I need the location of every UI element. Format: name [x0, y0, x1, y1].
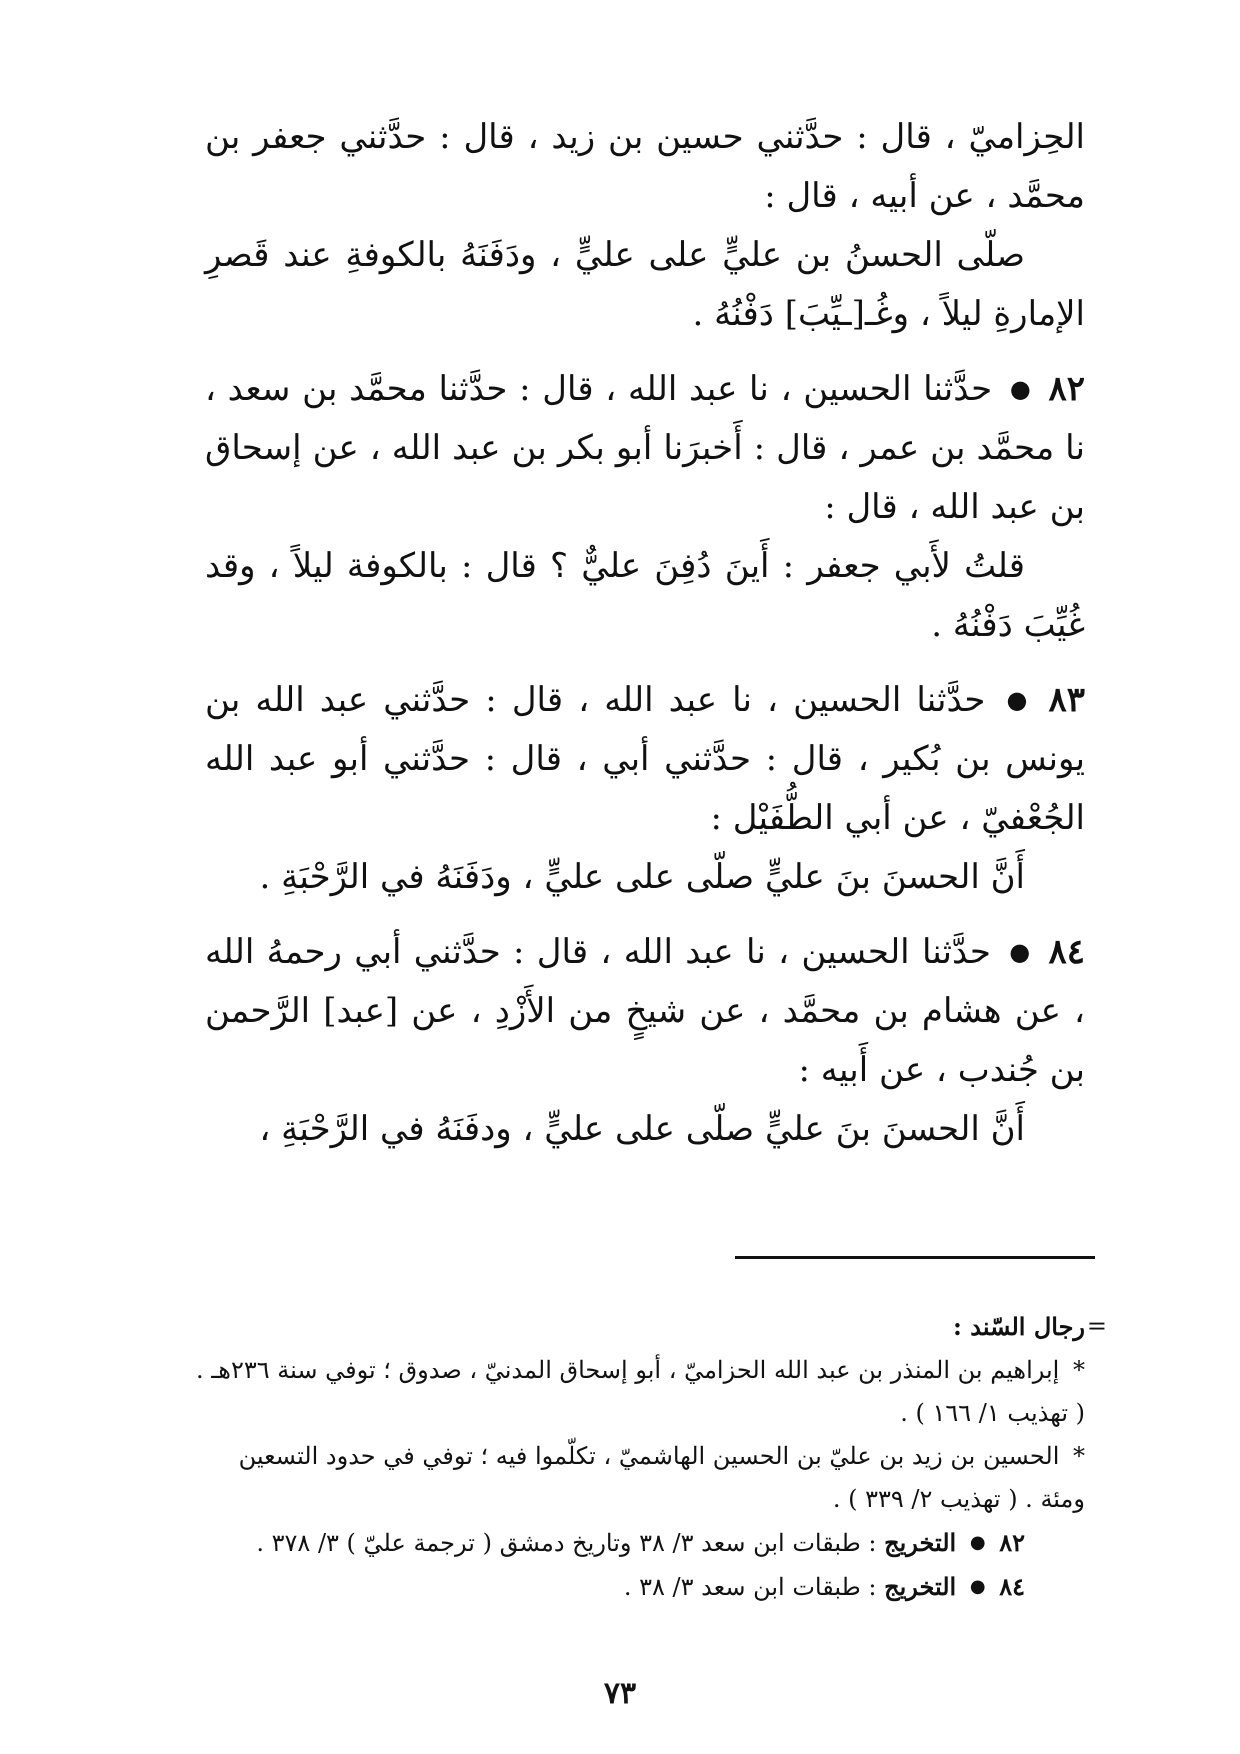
- reference-note: [190, 1521, 1085, 1565]
- reference-note: [190, 1565, 1085, 1609]
- page-number: ٧٣: [603, 1676, 637, 1711]
- entry-isnad: [205, 923, 1085, 1100]
- narrator-note: [190, 1349, 1085, 1435]
- heading-text: رجال السّند :: [953, 1312, 1085, 1341]
- entry-isnad: [205, 671, 1085, 848]
- footnotes: [190, 1305, 1107, 1609]
- reference-label: التخريج: [884, 1572, 957, 1601]
- star-icon: *: [1073, 1356, 1085, 1384]
- hadith-entry-82: [205, 360, 1085, 655]
- footnote-heading: [190, 1305, 1107, 1349]
- bullet-icon: ●: [1009, 375, 1031, 403]
- isnad-text: حدَّثنا الحسين ، نا عبد الله ، قال : حدَّثني عبد الله بن يونس بن بُكير ، قال : حدَّثني أبي ، قال : حدَّثني أبو عبد الله الجُعْفيّ ، عن أبي الطُّفَيْل :: [205, 680, 1085, 838]
- isnad-text: حدَّثنا الحسين ، نا عبد الله ، قال : حدَّثنا محمَّد بن سعد ، نا محمَّد بن عمر ، قال : أَخبرَنا أبو بكر بن عبد الله ، عن إسحاق بن عبد الله ، قال :: [205, 369, 1085, 527]
- bullet-icon: ●: [1006, 686, 1028, 714]
- reference-text: : طبقات ابن سعد ٣/ ٣٨ .: [623, 1573, 877, 1601]
- entry-matn: قلتُ لأَبي جعفر : أَينَ دُفِنَ عليٌّ ؟ قال : بالكوفة ليلاً ، وقد غُيِّبَ دَفْنُهُ .: [205, 546, 1085, 645]
- bullet-icon: ●: [1009, 938, 1031, 966]
- intro-isnad: الحِزاميّ ، قال : حدَّثني حسين بن زيد ، قال : حدَّثني جعفر بن محمَّد ، عن أبيه ، قال :: [205, 117, 1085, 216]
- footnote-divider: [735, 1256, 1095, 1259]
- reference-text: : طبقات ابن سعد ٣/ ٣٨ وتاريخ دمشق ( ترجمة عليّ ) ٣/ ٣٧٨ .: [256, 1529, 877, 1557]
- hadith-number: ٨٣: [1048, 680, 1086, 720]
- continuation-mark: =: [1086, 1312, 1107, 1340]
- entry-isnad: [205, 360, 1085, 537]
- narrator-text: الحسين بن زيد بن عليّ بن الحسين الهاشميّ ، تكلّموا فيه ؛ توفي في حدود التسعين ومئة . ( تهذيب ٢/ ٣٣٩ ) .: [238, 1442, 1085, 1513]
- hadith-number: ٨٢: [1048, 369, 1086, 409]
- bullet-icon: ●: [969, 1576, 986, 1597]
- star-icon: *: [1073, 1442, 1085, 1470]
- intro-matn: صلّى الحسنُ بن عليٍّ على عليٍّ ، ودَفَنَهُ بالكوفةِ عند قَصرِ الإمارةِ ليلاً ، وغُـ[ـيِّبَ] دَفْنُهُ .: [205, 235, 1085, 334]
- main-text: [205, 108, 1085, 1159]
- reference-label: التخريج: [884, 1528, 957, 1557]
- hadith-number: ٨٤: [1048, 932, 1085, 972]
- isnad-text: حدَّثنا الحسين ، نا عبد الله ، قال : حدَّثني أبي رحمهُ الله ، عن هشام بن محمَّد ، عن شيخٍ من الأَزْدِ ، عن [عبد] الرَّحمن بن جُندب ، عن أَبيه :: [205, 932, 1085, 1090]
- entry-matn: أَنَّ الحسنَ بنَ عليٍّ صلّى على عليٍّ ، ودَفَنَهُ في الرَّحْبَةِ .: [259, 857, 1025, 897]
- hadith-entry-84: [205, 923, 1085, 1159]
- hadith-entry-83: [205, 671, 1085, 907]
- narrator-note: [190, 1435, 1085, 1521]
- narrator-text: إبراهيم بن المنذر بن عبد الله الحزاميّ ، أبو إسحاق المدنيّ ، صدوق ؛ توفي سنة ٢٣٦هـ . ( تهذيب ١/ ١٦٦ ) .: [195, 1356, 1085, 1427]
- bullet-icon: ●: [969, 1532, 986, 1553]
- reference-number: ٨٤: [999, 1572, 1025, 1601]
- reference-number: ٨٢: [999, 1528, 1025, 1557]
- entry-matn: أَنَّ الحسنَ بنَ عليٍّ صلّى على عليٍّ ، ودفَنَهُ في الرَّحْبَةِ ،: [259, 1109, 1025, 1149]
